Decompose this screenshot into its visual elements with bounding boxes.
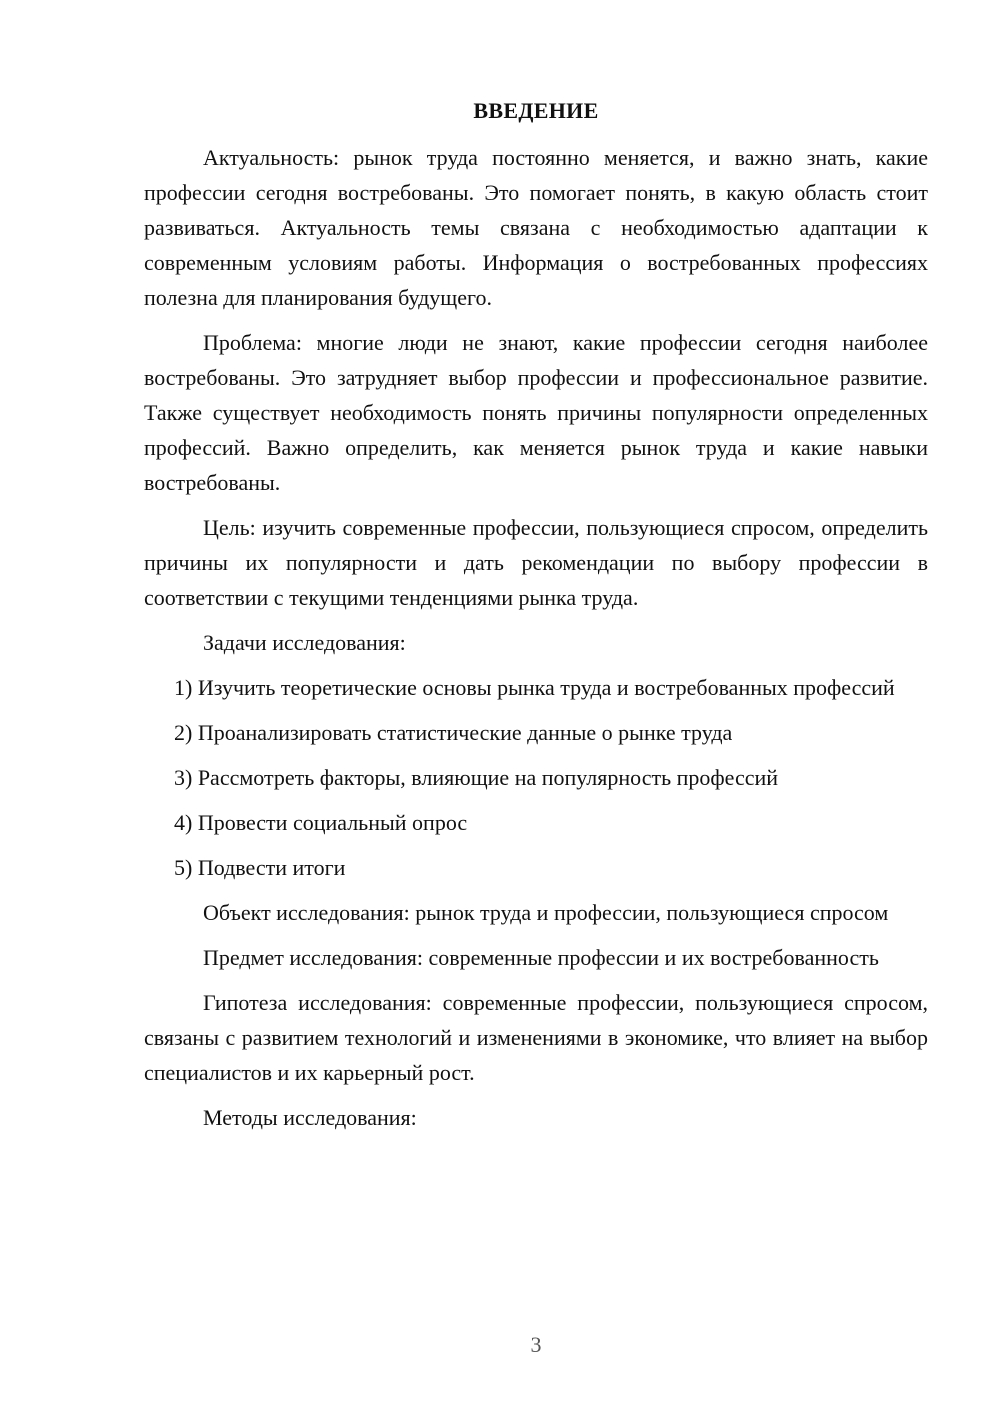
page-title: ВВЕДЕНИЕ [473, 98, 599, 123]
object-paragraph: Объект исследования: рынок труда и профессии, пользующиеся спросом [203, 900, 889, 925]
task-item-1: 1) Изучить теоретические основы рынка труда и востребованных профессий [174, 675, 895, 700]
subject-paragraph: Предмет исследования: современные профессии и их востребованность [203, 945, 879, 970]
task-item-2: 2) Проанализировать статистические данные о рынке труда [174, 720, 733, 745]
tasks-heading: Задачи исследования: [203, 630, 406, 655]
relevance-paragraph: Актуальность: рынок труда постоянно меняется, и важно знать, какие профессии сегодня востребованы. Это помогает понять, в какую область стоит развиваться. Актуальность темы связана с необходимостью адаптации к современным условиям работы. Информация о востребованных профессиях полезна для планирования будущего. [144, 145, 928, 310]
task-item-3: 3) Рассмотреть факторы, влияющие на популярность профессий [174, 765, 779, 790]
document-page [144, 96, 928, 1145]
methods-heading: Методы исследования: [203, 1105, 417, 1130]
task-item-5: 5) Подвести итоги [174, 855, 346, 880]
tasks-list [144, 670, 928, 885]
hypothesis-paragraph: Гипотеза исследования: современные профессии, пользующиеся спросом, связаны с развитием технологий и изменениями в экономике, что влияет на выбор специалистов и их карьерный рост. [144, 990, 928, 1085]
goal-paragraph: Цель: изучить современные профессии, пользующиеся спросом, определить причины их популярности и дать рекомендации по выбору профессии в соответствии с текущими тенденциями рынка труда. [144, 515, 928, 610]
page-number: 3 [530, 1332, 542, 1357]
task-item-4: 4) Провести социальный опрос [174, 810, 468, 835]
problem-paragraph: Проблема: многие люди не знают, какие профессии сегодня наиболее востребованы. Это затрудняет выбор профессии и профессиональное развитие. Также существует необходимость понять причины популярности определенных профессий. Важно определить, как меняется рынок труда и какие навыки востребованы. [144, 330, 928, 495]
